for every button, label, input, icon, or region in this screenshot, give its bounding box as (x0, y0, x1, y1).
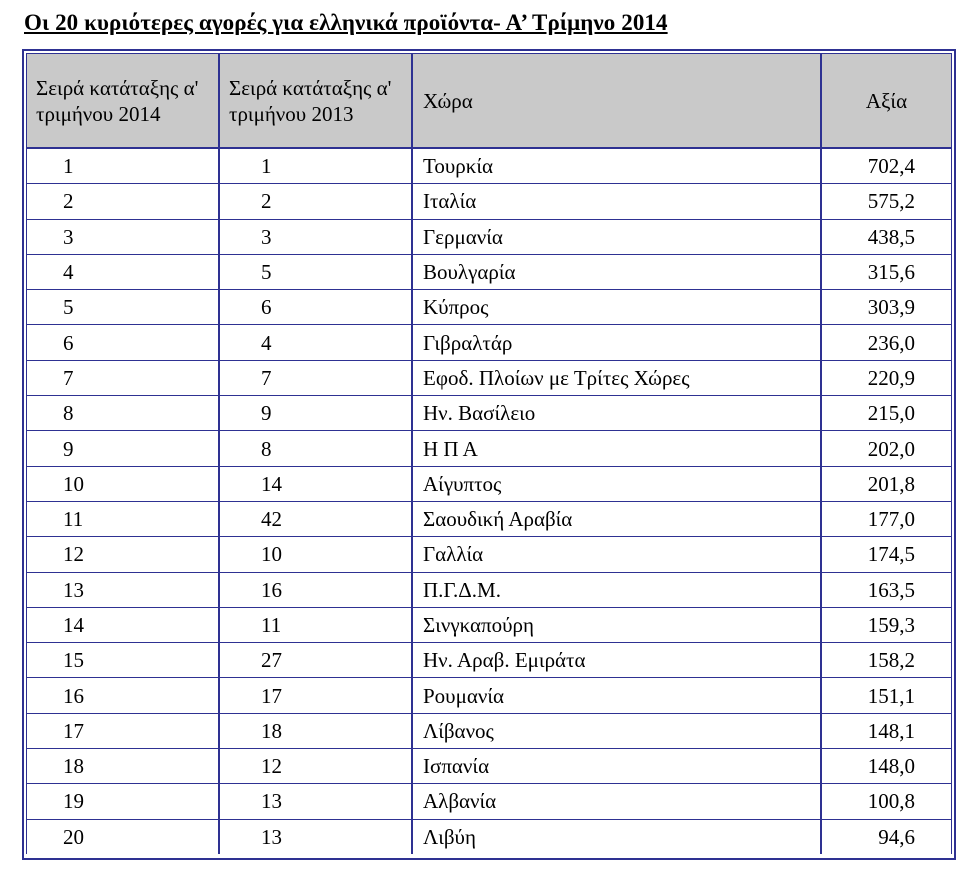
cell-value: 174,5 (821, 536, 952, 571)
cell-rank-2014: 6 (26, 324, 219, 359)
cell-country: Γαλλία (412, 536, 821, 571)
cell-rank-2013: 27 (219, 642, 412, 677)
cell-value: 220,9 (821, 360, 952, 395)
table-row (26, 713, 952, 748)
cell-value: 158,2 (821, 642, 952, 677)
cell-value: 315,6 (821, 254, 952, 289)
table-row (26, 501, 952, 536)
cell-rank-2013: 14 (219, 466, 412, 501)
table-row (26, 642, 952, 677)
markets-table (26, 53, 952, 854)
cell-value: 702,4 (821, 148, 952, 183)
table-body (26, 148, 952, 854)
cell-country: Ην. Αραβ. Εμιράτα (412, 642, 821, 677)
cell-rank-2013: 11 (219, 607, 412, 642)
cell-country: Λίβανος (412, 713, 821, 748)
cell-rank-2014: 9 (26, 430, 219, 465)
cell-country: Γερμανία (412, 219, 821, 254)
cell-country: Βουλγαρία (412, 254, 821, 289)
table-row (26, 219, 952, 254)
cell-value: 159,3 (821, 607, 952, 642)
header-rank-2014: Σειρά κατάταξης α' τριμήνου 2014 (26, 53, 219, 148)
cell-country: Ισπανία (412, 748, 821, 783)
cell-rank-2013: 13 (219, 819, 412, 854)
cell-rank-2013: 6 (219, 289, 412, 324)
cell-value: 438,5 (821, 219, 952, 254)
cell-rank-2013: 4 (219, 324, 412, 359)
table-header (26, 53, 952, 148)
cell-rank-2013: 17 (219, 677, 412, 712)
table-row (26, 466, 952, 501)
cell-rank-2013: 12 (219, 748, 412, 783)
cell-value: 100,8 (821, 783, 952, 818)
cell-rank-2014: 16 (26, 677, 219, 712)
cell-country: Ρουμανία (412, 677, 821, 712)
cell-country: Γιβραλτάρ (412, 324, 821, 359)
cell-country: Λιβύη (412, 819, 821, 854)
cell-rank-2014: 15 (26, 642, 219, 677)
page-title: Οι 20 κυριότερες αγορές για ελληνικά προϊόντα- Α’ Τρίμηνο 2014 (24, 10, 668, 35)
cell-country: Τουρκία (412, 148, 821, 183)
cell-rank-2014: 18 (26, 748, 219, 783)
cell-value: 94,6 (821, 819, 952, 854)
cell-rank-2014: 20 (26, 819, 219, 854)
cell-value: 148,1 (821, 713, 952, 748)
table-row (26, 289, 952, 324)
cell-rank-2013: 2 (219, 183, 412, 218)
header-rank-2013: Σειρά κατάταξης α' τριμήνου 2013 (219, 53, 412, 148)
table-row (26, 254, 952, 289)
cell-rank-2014: 1 (26, 148, 219, 183)
table-row (26, 677, 952, 712)
cell-rank-2013: 1 (219, 148, 412, 183)
header-row (26, 53, 952, 148)
cell-value: 202,0 (821, 430, 952, 465)
cell-rank-2014: 11 (26, 501, 219, 536)
cell-country: Π.Γ.Δ.Μ. (412, 572, 821, 607)
table-row (26, 819, 952, 854)
header-value: Αξία (821, 53, 952, 148)
table-row (26, 324, 952, 359)
cell-rank-2014: 10 (26, 466, 219, 501)
cell-rank-2014: 5 (26, 289, 219, 324)
cell-rank-2013: 18 (219, 713, 412, 748)
cell-value: 177,0 (821, 501, 952, 536)
cell-country: Η Π Α (412, 430, 821, 465)
cell-rank-2014: 12 (26, 536, 219, 571)
table-row (26, 148, 952, 183)
table-row (26, 783, 952, 818)
cell-value: 215,0 (821, 395, 952, 430)
cell-rank-2014: 13 (26, 572, 219, 607)
table-row (26, 748, 952, 783)
cell-rank-2013: 10 (219, 536, 412, 571)
cell-value: 201,8 (821, 466, 952, 501)
cell-rank-2014: 2 (26, 183, 219, 218)
cell-country: Κύπρος (412, 289, 821, 324)
table-row (26, 572, 952, 607)
cell-value: 303,9 (821, 289, 952, 324)
cell-rank-2014: 7 (26, 360, 219, 395)
cell-value: 148,0 (821, 748, 952, 783)
cell-rank-2014: 3 (26, 219, 219, 254)
cell-rank-2013: 7 (219, 360, 412, 395)
cell-country: Αίγυπτος (412, 466, 821, 501)
table-row (26, 183, 952, 218)
cell-rank-2013: 8 (219, 430, 412, 465)
cell-country: Ιταλία (412, 183, 821, 218)
cell-rank-2013: 9 (219, 395, 412, 430)
cell-rank-2014: 14 (26, 607, 219, 642)
cell-rank-2014: 8 (26, 395, 219, 430)
cell-country: Σινγκαπούρη (412, 607, 821, 642)
cell-rank-2013: 42 (219, 501, 412, 536)
cell-value: 575,2 (821, 183, 952, 218)
cell-value: 163,5 (821, 572, 952, 607)
table-row (26, 607, 952, 642)
table-row (26, 430, 952, 465)
header-country: Χώρα (412, 53, 821, 148)
cell-rank-2013: 3 (219, 219, 412, 254)
cell-rank-2014: 4 (26, 254, 219, 289)
cell-value: 151,1 (821, 677, 952, 712)
cell-country: Αλβανία (412, 783, 821, 818)
cell-rank-2013: 16 (219, 572, 412, 607)
cell-rank-2014: 17 (26, 713, 219, 748)
table-row (26, 536, 952, 571)
cell-country: Ην. Βασίλειο (412, 395, 821, 430)
cell-rank-2013: 13 (219, 783, 412, 818)
cell-country: Εφοδ. Πλοίων με Τρίτες Χώρες (412, 360, 821, 395)
cell-value: 236,0 (821, 324, 952, 359)
table-row (26, 360, 952, 395)
cell-rank-2014: 19 (26, 783, 219, 818)
cell-rank-2013: 5 (219, 254, 412, 289)
table-row (26, 395, 952, 430)
cell-country: Σαουδική Αραβία (412, 501, 821, 536)
